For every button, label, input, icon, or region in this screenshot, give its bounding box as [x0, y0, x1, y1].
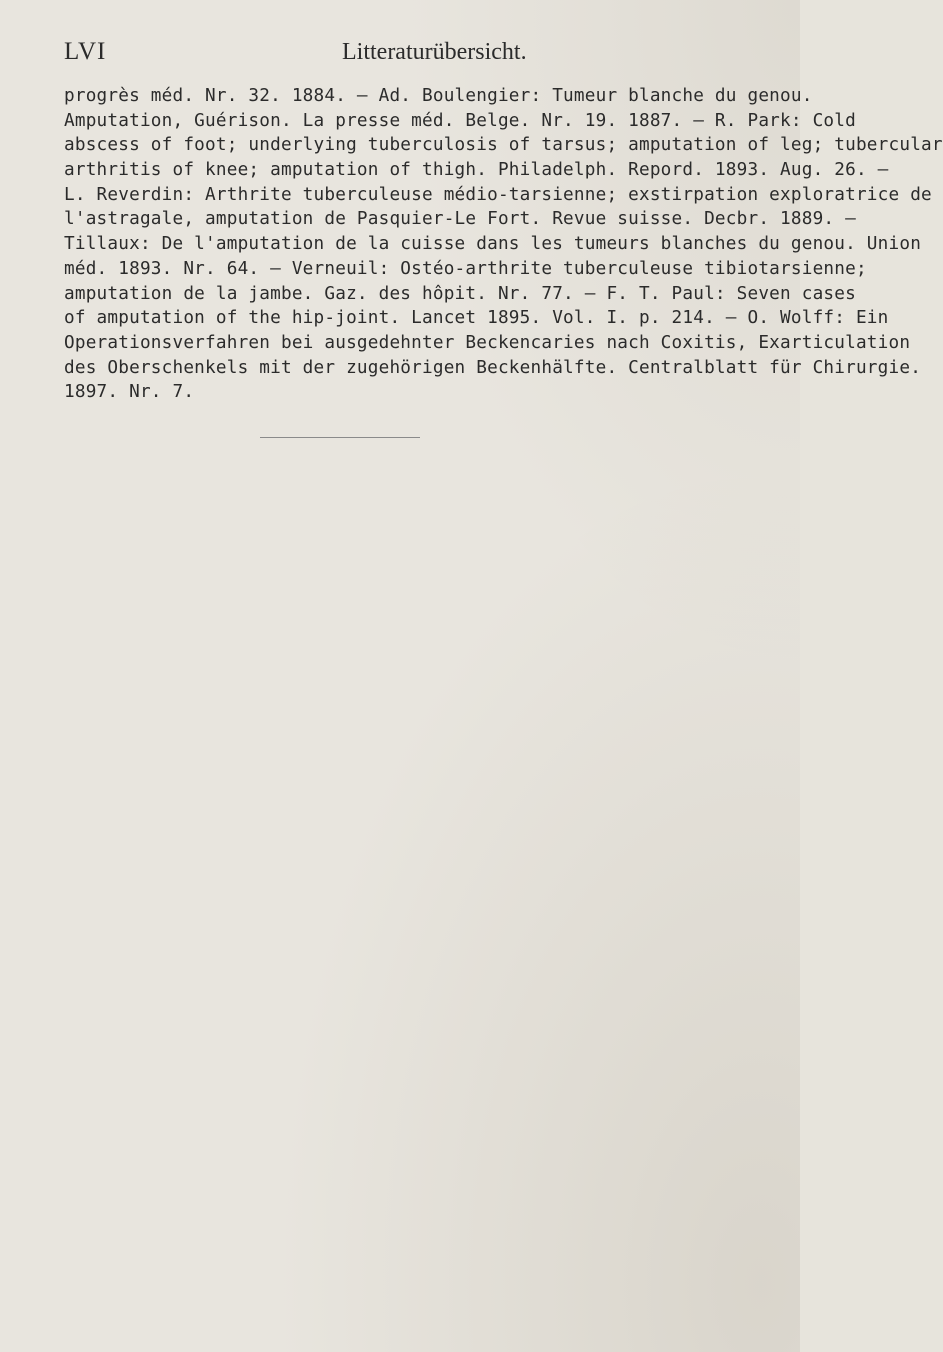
page-header — [64, 38, 764, 72]
text-line: amputation de la jambe. Gaz. des hôpit. Nr. 77. — F. T. Paul: Seven cases — [64, 283, 856, 304]
text-line: Operationsverfahren bei ausgedehnter Beckencaries nach Coxitis, Exarticulation — [64, 332, 911, 353]
text-line: L. Reverdin: Arthrite tuberculeuse médio-tarsienne; exstirpation exploratrice de — [64, 184, 932, 205]
text-line: abscess of foot; underlying tuberculosis of tarsus; amputation of leg; tubercular — [64, 135, 943, 156]
text-line: 1897. Nr. 7. — [64, 382, 195, 403]
text-line: Amputation, Guérison. La presse méd. Belge. Nr. 19. 1887. — R. Park: Cold — [64, 110, 856, 131]
text-line: l'astragale, amputation de Pasquier-Le Fort. Revue suisse. Decbr. 1889. — — [64, 209, 856, 230]
running-head: Litteraturübersicht. — [342, 39, 527, 65]
text-line: progrès méd. Nr. 32. 1884. — Ad. Boulengier: Tumeur blanche du genou. — [64, 86, 813, 106]
section-divider — [260, 437, 420, 438]
bibliography-paragraph — [64, 84, 943, 405]
text-line: des Oberschenkels mit der zugehörigen Beckenhälfte. Centralblatt für Chirurgie. — [64, 357, 922, 378]
text-line: of amputation of the hip-joint. Lancet 1895. Vol. I. p. 214. — O. Wolff: Ein — [64, 308, 889, 329]
text-line: Tillaux: De l'amputation de la cuisse dans les tumeurs blanches du genou. Union — [64, 234, 922, 255]
page-number: LVI — [64, 38, 107, 65]
text-line: arthritis of knee; amputation of thigh. Philadelph. Repord. 1893. Aug. 26. — — [64, 160, 889, 181]
text-line: méd. 1893. Nr. 64. — Verneuil: Ostéo-arthrite tuberculeuse tibiotarsienne; — [64, 258, 867, 279]
